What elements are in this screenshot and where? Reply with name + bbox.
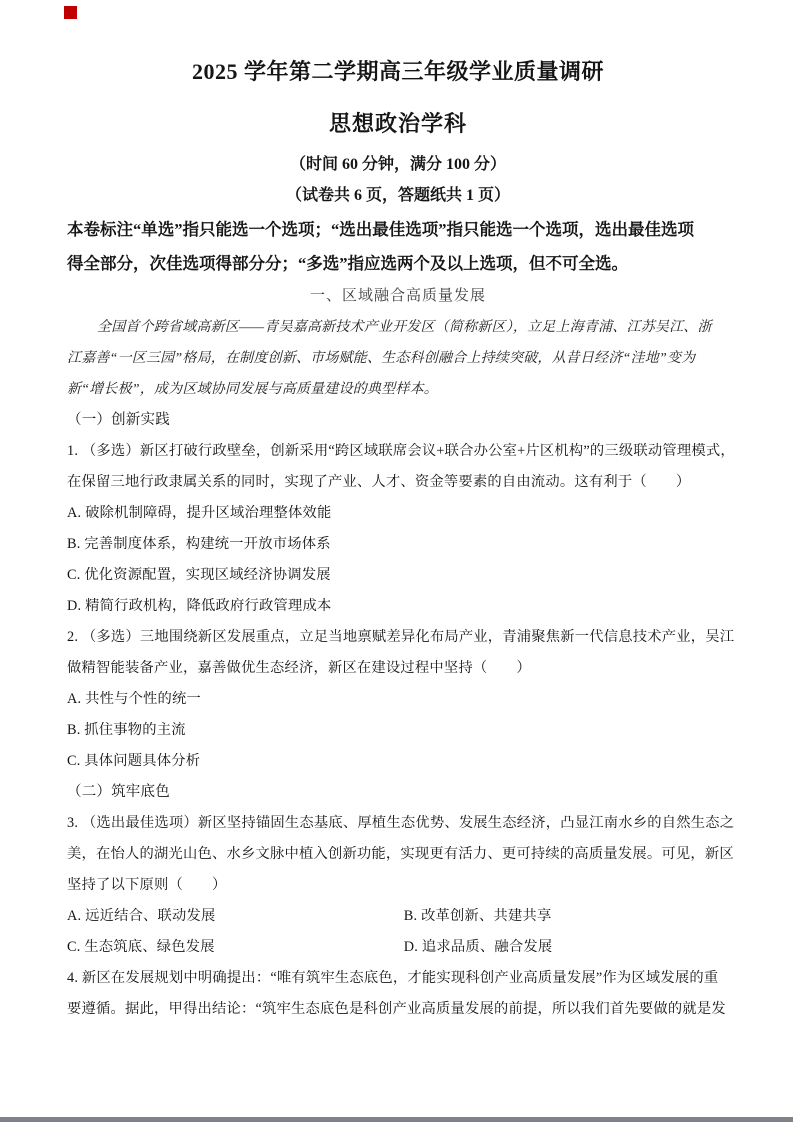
question-3-option-d: D. 追求品质、融合发展 [403, 939, 553, 955]
question-1-option-d: D. 精简行政机构，降低政府行政管理成本 [67, 598, 332, 614]
question-1-option-a: A. 破除机制障碍，提升区域治理整体效能 [67, 505, 332, 521]
exam-subject: 思想政治学科 [328, 111, 467, 136]
intro-line-2: 江嘉善“一区三园”格局，在制度创新、市场赋能、生态科创融合上持续突破，从昔日经济“洼地”变为 [67, 351, 696, 366]
question-1-line-2: 在保留三地行政隶属关系的同时，实现了产业、人才、资金等要素的自由流动。这有利于（ ） [67, 474, 691, 490]
question-1-line-1: 1. （多选）新区打破行政壁垒，创新采用“跨区域联席会议+联合办公室+片区机构”的三级联动管理模式， [67, 443, 735, 459]
question-1 [67, 436, 735, 622]
question-3-line-3: 坚持了以下原则（ ） [67, 877, 227, 893]
notice-line-1: 本卷标注“单选”指只能选一个选项；“选出最佳选项”指只能选一个选项，选出最佳选项 [67, 220, 694, 239]
question-3-option-a: A. 远近结合、联动发展 [67, 908, 216, 924]
section-1-intro [67, 312, 729, 405]
notice-line-2: 得全部分，次佳选项得部分分；“多选”指应选两个及以上选项，但不可全选。 [67, 254, 628, 273]
time-note: （时间 60 分钟，满分 100 分） [289, 156, 506, 173]
question-3-option-b: B. 改革创新、共建共享 [403, 908, 552, 924]
question-3-option-row-cd [67, 932, 729, 963]
question-1-option-c: C. 优化资源配置，实现区域经济协调发展 [67, 567, 331, 583]
question-3 [67, 808, 735, 963]
answer-instructions [67, 213, 729, 281]
question-3-option-c: C. 生态筑底、绿色发展 [67, 939, 215, 955]
question-1-option-b: B. 完善制度体系，构建统一开放市场体系 [67, 536, 331, 552]
paper-note: （试卷共 6 页，答题纸共 1 页） [285, 187, 510, 204]
page-bottom-edge [0, 1117, 793, 1122]
question-2-option-b: B. 抓住事物的主流 [67, 722, 186, 738]
page-content [0, 57, 793, 1025]
question-2-line-2: 做精智能装备产业，嘉善做优生态经济，新区在建设过程中坚持（ ） [67, 660, 531, 676]
question-4-line-2: 要遵循。据此，甲得出结论：“筑牢生态底色是科创产业高质量发展的前提，所以我们首先要做的就是发 [67, 1001, 726, 1017]
red-square-icon [64, 6, 77, 19]
question-2 [67, 622, 735, 777]
question-3-line-1: 3. （选出最佳选项）新区坚持锚固生态基底、厚植生态优势、发展生态经济，凸显江南水乡的自然生态之 [67, 815, 735, 831]
part-1-heading: （一）创新实践 [67, 412, 170, 428]
question-2-line-1: 2. （多选）三地围绕新区发展重点，立足当地禀赋差异化布局产业，青浦聚焦新一代信息技术产业，吴江 [67, 629, 735, 645]
section-1-heading: 一、区域融合高质量发展 [309, 288, 486, 304]
part-2-heading: （二）筑牢底色 [67, 784, 170, 800]
question-2-option-a: A. 共性与个性的统一 [67, 691, 202, 707]
intro-line-1: 全国首个跨省域高新区——青吴嘉高新技术产业开发区（简称新区），立足上海青浦、江苏吴江、浙 [97, 320, 712, 335]
question-2-option-c: C. 具体问题具体分析 [67, 753, 201, 769]
intro-line-3: 新“增长极”，成为区域协同发展与高质量建设的典型样本。 [67, 382, 438, 397]
exam-title: 2025 学年第二学期高三年级学业质量调研 [191, 59, 604, 84]
question-4 [67, 963, 729, 1025]
question-4-line-1: 4. 新区在发展规划中明确提出：“唯有筑牢生态底色，才能实现科创产业高质量发展”作为区域发展的重 [67, 970, 719, 986]
question-3-option-row-ab [67, 901, 729, 932]
question-3-line-2: 美，在怡人的湖光山色、水乡文脉中植入创新功能，实现更有活力、更可持续的高质量发展。可见，新区 [67, 846, 734, 862]
